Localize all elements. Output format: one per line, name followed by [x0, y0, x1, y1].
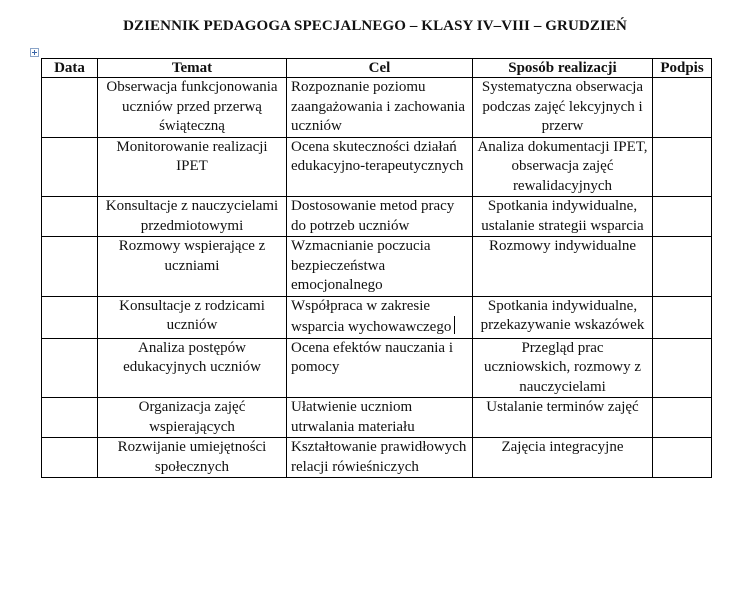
cell-data[interactable] — [42, 398, 98, 438]
cell-sposob[interactable]: Analiza dokumentacji IPET, obserwacja zajęć rewalidacyjnych — [473, 137, 653, 197]
cell-podpis[interactable] — [653, 78, 712, 138]
cell-cel[interactable] — [287, 296, 473, 338]
table-row — [42, 296, 712, 338]
table-row — [42, 237, 712, 297]
header-temat: Temat — [98, 59, 287, 78]
text-cursor — [454, 316, 455, 334]
cell-podpis[interactable] — [653, 197, 712, 237]
cell-cel[interactable]: Wzmacnianie poczucia bezpieczeństwa emocjonalnego — [287, 237, 473, 297]
table-row — [42, 398, 712, 438]
cell-data[interactable] — [42, 338, 98, 398]
table-header-row — [42, 59, 712, 78]
document-title: DZIENNIK PEDAGOGA SPECJALNEGO – KLASY IV–VIII – GRUDZIEŃ — [123, 18, 627, 34]
cell-cel[interactable]: Rozpoznanie poziomu zaangażowania i zachowania uczniów — [287, 78, 473, 138]
cell-temat[interactable]: Konsultacje z nauczycielami przedmiotowymi — [98, 197, 287, 237]
cell-cel[interactable]: Dostosowanie metod pracy do potrzeb uczniów — [287, 197, 473, 237]
header-cel: Cel — [287, 59, 473, 78]
cell-temat[interactable]: Rozmowy wspierające z uczniami — [98, 237, 287, 297]
cell-temat[interactable]: Organizacja zajęć wspierających — [98, 398, 287, 438]
cell-data[interactable] — [42, 197, 98, 237]
table-row — [42, 78, 712, 138]
cell-sposob[interactable]: Spotkania indywidualne, przekazywanie wskazówek — [473, 296, 653, 338]
cell-data[interactable] — [42, 137, 98, 197]
cell-sposob[interactable]: Zajęcia integracyjne — [473, 438, 653, 478]
move-cross-icon[interactable] — [30, 48, 39, 57]
cell-podpis[interactable] — [653, 398, 712, 438]
header-data: Data — [42, 59, 98, 78]
cell-sposob[interactable]: Ustalanie terminów zajęć — [473, 398, 653, 438]
table-row — [42, 338, 712, 398]
table-row — [42, 137, 712, 197]
cell-podpis[interactable] — [653, 296, 712, 338]
cell-sposob[interactable]: Systematyczna obserwacja podczas zajęć lekcyjnych i przerw — [473, 78, 653, 138]
cell-podpis[interactable] — [653, 438, 712, 478]
cell-sposob[interactable]: Przegląd prac uczniowskich, rozmowy z nauczycielami — [473, 338, 653, 398]
journal-table — [41, 58, 712, 478]
table-row — [42, 438, 712, 478]
cell-cel[interactable]: Kształtowanie prawidłowych relacji rówieśniczych — [287, 438, 473, 478]
header-podpis: Podpis — [653, 59, 712, 78]
table-row — [42, 197, 712, 237]
cell-temat[interactable]: Konsultacje z rodzicami uczniów — [98, 296, 287, 338]
cell-podpis[interactable] — [653, 338, 712, 398]
cell-temat[interactable]: Rozwijanie umiejętności społecznych — [98, 438, 287, 478]
cell-temat[interactable]: Obserwacja funkcjonowania uczniów przed przerwą świąteczną — [98, 78, 287, 138]
cell-cel-text: Współpraca w zakresie wsparcia wychowawczego — [291, 297, 452, 335]
cell-cel[interactable]: Ocena skuteczności działań edukacyjno-terapeutycznych — [287, 137, 473, 197]
cell-sposob[interactable]: Rozmowy indywidualne — [473, 237, 653, 297]
cell-temat[interactable]: Analiza postępów edukacyjnych uczniów — [98, 338, 287, 398]
cell-data[interactable] — [42, 78, 98, 138]
header-sposob: Sposób realizacji — [473, 59, 653, 78]
cell-podpis[interactable] — [653, 137, 712, 197]
cell-sposob[interactable]: Spotkania indywidualne, ustalanie strategii wsparcia — [473, 197, 653, 237]
cell-cel[interactable]: Ułatwienie uczniom utrwalania materiału — [287, 398, 473, 438]
cell-cel[interactable]: Ocena efektów nauczania i pomocy — [287, 338, 473, 398]
cell-data[interactable] — [42, 296, 98, 338]
cell-temat[interactable]: Monitorowanie realizacji IPET — [98, 137, 287, 197]
cell-data[interactable] — [42, 438, 98, 478]
cell-data[interactable] — [42, 237, 98, 297]
cell-podpis[interactable] — [653, 237, 712, 297]
